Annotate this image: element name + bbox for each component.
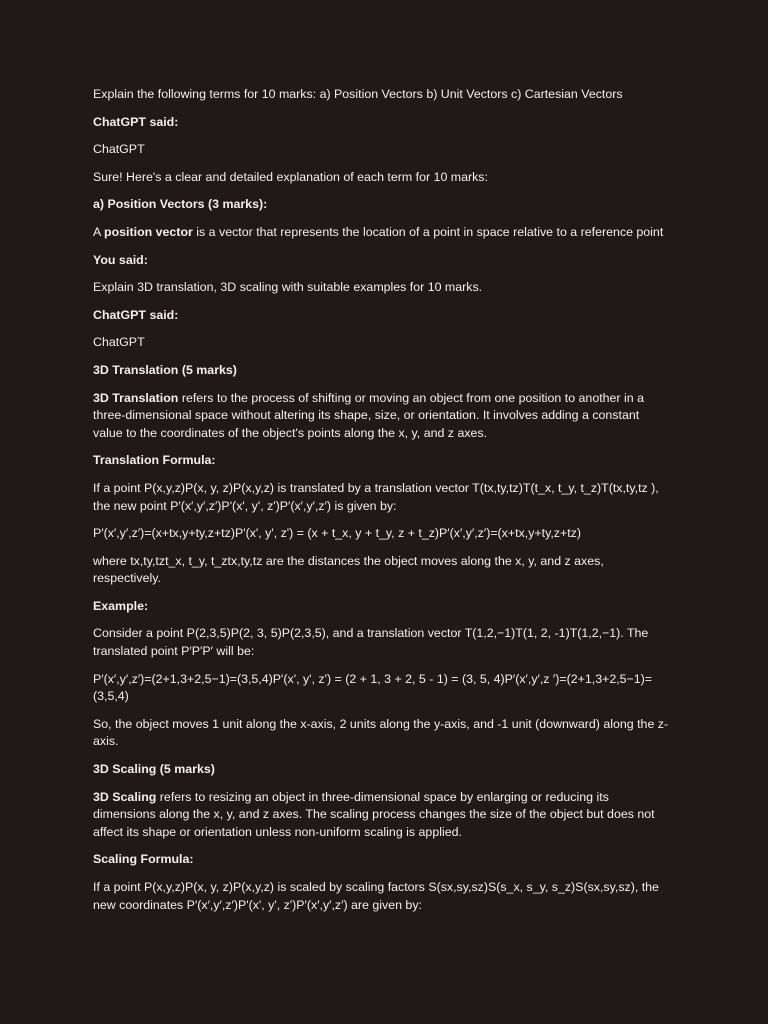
text-rest: refers to the process of shifting or moving an object from one position to another in a three-dimensional space without altering its shape, size, or orientation. It involves adding a constant value to the coordinates of the object's points along the x, y, and z axes.	[93, 390, 648, 440]
intro-text: Sure! Here's a clear and detailed explanation of each term for 10 marks:	[93, 169, 488, 184]
assistant-label-2: ChatGPT said:	[93, 307, 179, 322]
scaling-definition	[93, 789, 672, 842]
section-heading-position-vectors: a) Position Vectors (3 marks):	[93, 197, 268, 212]
text-lead: A	[93, 224, 105, 239]
position-vector-definition	[93, 224, 672, 242]
assistant-name-2: ChatGPT	[93, 335, 145, 350]
assistant-name: ChatGPT	[93, 142, 145, 157]
scaling-formula-intro: If a point P(x,y,z)P(x, y, z)P(x,y,z) is scaled by scaling factors S(sx,sy,sz)S(s_x, s_y, s_z)S(sx,sy,sz), the new coordinates P′(x′,y′,z′)P'(x', y', z')P′(x′,y′,z′) are given by:	[93, 880, 663, 912]
translation-definition	[93, 390, 672, 443]
bold-term: position vector	[104, 224, 193, 239]
user-prompt-1: Explain the following terms for 10 marks: a) Position Vectors b) Unit Vectors c) Cartesian Vectors	[93, 87, 623, 101]
text-rest: is a vector that represents the location of a point in space relative to a reference point	[192, 224, 664, 239]
bold-term: 3D Scaling	[93, 789, 157, 804]
user-prompt-2: Explain 3D translation, 3D scaling with suitable examples for 10 marks.	[93, 280, 483, 295]
user-label: You said:	[93, 252, 148, 267]
subheading-scaling-formula: Scaling Formula:	[93, 852, 194, 867]
subheading-example: Example:	[93, 598, 149, 613]
translation-formula-note: where tx,ty,tzt_x, t_y, t_ztx,ty,tz are the distances the object moves along the x, y, and z axes, respectively.	[93, 553, 608, 586]
bold-term: 3D Translation	[93, 390, 179, 405]
section-heading-3d-translation: 3D Translation (5 marks)	[93, 362, 237, 377]
translation-formula-intro: If a point P(x,y,z)P(x, y, z)P(x,y,z) is translated by a translation vector T(tx,ty,tz)T(t_x, t_y, t_z)T(tx,ty,tz ), the new point P′(x′,y′,z′)P'(x', y', z')P′(x′,y′,z′) is given by:	[93, 480, 663, 513]
section-heading-3d-scaling: 3D Scaling (5 marks)	[93, 762, 215, 777]
example-conclusion: So, the object moves 1 unit along the x-axis, 2 units along the y-axis, and -1 unit (downward) along the z-axis.	[93, 716, 669, 749]
subheading-translation-formula: Translation Formula:	[93, 453, 216, 468]
translation-formula: P′(x′,y′,z′)=(x+tx,y+ty,z+tz)P'(x', y', z') = (x + t_x, y + t_y, z + t_z)P′(x′,y′,z′)=(x+tx,y+ty,z+tz)	[93, 526, 581, 541]
assistant-label: ChatGPT said:	[93, 114, 179, 129]
example-setup: Consider a point P(2,3,5)P(2, 3, 5)P(2,3,5), and a translation vector T(1,2,−1)T(1, 2, -1)T(1,2,−1). The translated point P′P'P′ will be:	[93, 626, 652, 659]
text-rest: refers to resizing an object in three-dimensional space by enlarging or reducing its dimensions along the x, y, and z axes. The scaling process changes the size of the object but does not affect its shape or orientation unless non-uniform scaling is applied.	[93, 789, 659, 839]
example-calculation: P′(x′,y′,z′)=(2+1,3+2,5−1)=(3,5,4)P'(x', y', z') = (2 + 1, 3 + 2, 5 - 1) = (3, 5, 4)P′(x′,y′,z ′)=(2+1,3+2,5−1)=(3,5,4)	[93, 671, 653, 704]
